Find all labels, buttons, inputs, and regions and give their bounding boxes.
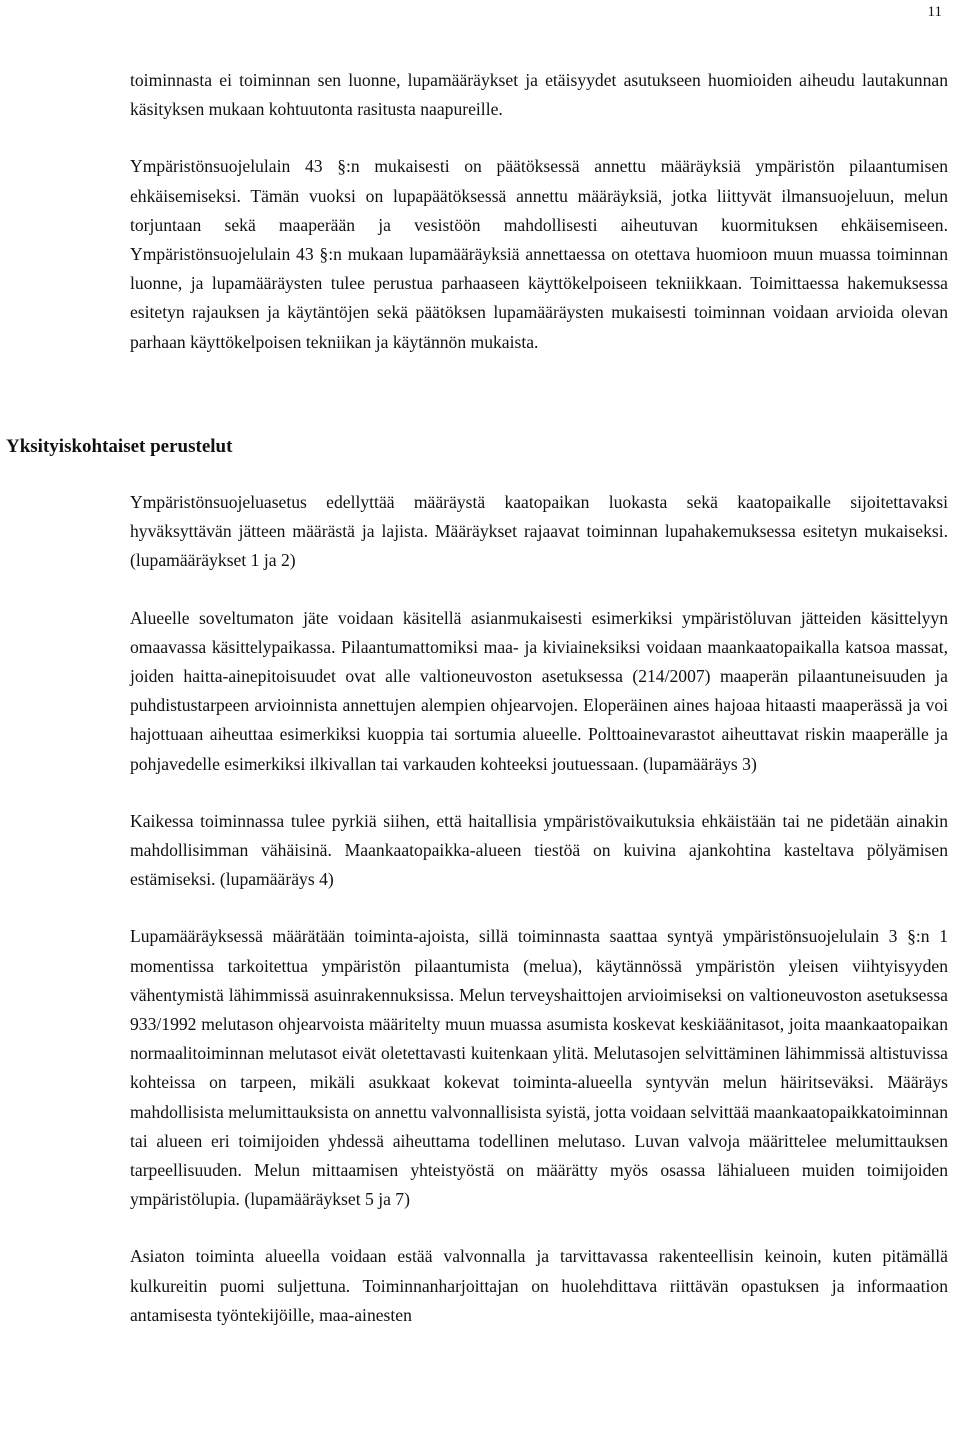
section-heading: Yksityiskohtaiset perustelut [6, 436, 233, 457]
intro-section [130, 66, 948, 385]
paragraph: Ympäristönsuojeluasetus edellyttää määräystä kaatopaikan luokasta sekä kaatopaikalle sijoitettavaksi hyväksyttävän jätteen määrästä ja lajista. Määräykset rajaavat toiminnan lupahakemuksessa esitetyn mukaiseksi. (lupamääräykset 1 ja 2) [130, 492, 948, 571]
paragraph: Alueelle soveltumaton jäte voidaan käsitellä asianmukaisesti esimerkiksi ympäristöluvan jätteiden käsittelyyn omaavassa käsittelypaikassa. Pilaantumattomiksi maa- ja kiviaineksiksi voidaan maankaatopaikalla katsoa massat, joiden haitta-ainepitoisuudet ovat alle valtioneuvoston asetuksessa (214/2007) maaperän pilaantuneisuuden ja puhdistustarpeen arvioinnista annettujen alempien ohjearvojen. Eloperäinen aines hajoaa hitaasti maaperässä ja voi hajottuaan aiheuttaa esimerkiksi kuoppia tai sortumia alueelle. Polttoainevarastot aiheuttavat riskin maaperälle ja pohjavedelle esimerkiksi ilkivallan tai varkauden kohteeksi joutuessaan. (lupamääräys 3) [130, 607, 948, 774]
paragraph: Ympäristönsuojelulain 43 §:n mukaisesti on päätöksessä annettu määräyksiä ympäristön pilaantumisen ehkäisemiseksi. Tämän vuoksi on lupapäätöksessä annettu määräyksiä, jotka liittyvät ilmansuojeluun, melun torjuntaan sekä maaperään ja vesistöön mahdollisesti aiheutuvan kuormituksen ehkäisemiseen. Ympäristönsuojelulain 43 §:n mukaan lupamääräyksiä annettaessa on otettava huomioon muun muassa toiminnan luonne, ja lupamääräysten tulee perustua parhaaseen käyttökelpoiseen tekniikkaan. Toimittaessa hakemuksessa esitetyn rajauksen ja käytäntöjen sekä päätöksen lupamääräysten mukaisesti toiminnan voidaan arvioida olevan parhaan käyttökelpoisen tekniikan ja käytännön mukaista. [130, 156, 948, 352]
paragraph: Lupamääräyksessä määrätään toiminta-ajoista, sillä toiminnasta saattaa syntyä ympäristönsuojelulain 3 §:n 1 momentissa tarkoitettua ympäristön pilaantumista (melua), käytännössä ympäristön yleisen viihtyisyyden vähentymistä lähimmissä asuinrakennuksissa. Melun terveyshaittojen arvioimiseksi on valtioneuvoston asetuksessa 933/1992 melutason ohjearvoista määritelty muun muassa asumista koskevat keskiäänitasot, joita maankaatopaikan normaalitoiminnan melutasot eivät oletettavasti kuitenkaan ylitä. Melutasojen selvittäminen lähimmissä altistuvissa kohteissa on tarpeen, mikäli asukkaat kokevat toiminta-alueella syntyvän melun häiritseväksi. Määräys mahdollisista melumittauksista on annettu valvonnallisista syistä, jotta voidaan selvittää maankaatopaikkatoiminnan tai alueen eri toimijoiden yhdessä aiheuttama todellinen melutaso. Luvan valvoja määrittelee melumittauksen tarpeellisuuden. Melun mittaamisen yhteistyöstä on määrätty myös osassa lähialueen muiden toimijoiden ympäristölupia. (lupamääräykset 5 ja 7) [130, 926, 948, 1210]
page-number: 11 [927, 4, 942, 20]
paragraph: toiminnasta ei toiminnan sen luonne, lupamääräykset ja etäisyydet asutukseen huomioiden aiheudu lautakunnan käsityksen mukaan kohtuutonta rasitusta naapureille. [130, 70, 948, 120]
details-section [130, 488, 948, 1358]
paragraph: Kaikessa toiminnassa tulee pyrkiä siihen, että haitallisia ympäristövaikutuksia ehkäistään tai ne pidetään ainakin mahdollisimman vähäisinä. Maankaatopaikka-alueen tiestöä on kuivina ajankohtina kasteltava pölyämisen estämiseksi. (lupamääräys 4) [130, 810, 948, 890]
paragraph: Asiaton toiminta alueella voidaan estää valvonnalla ja tarvittavassa rakenteellisin keinoin, kuten pitämällä kulkureitin puomi suljettuna. Toiminnanharjoittajan on huolehdittava riittävän opastuksen ja informaation antamisesta työntekijöille, maa-ainesten [130, 1246, 948, 1325]
